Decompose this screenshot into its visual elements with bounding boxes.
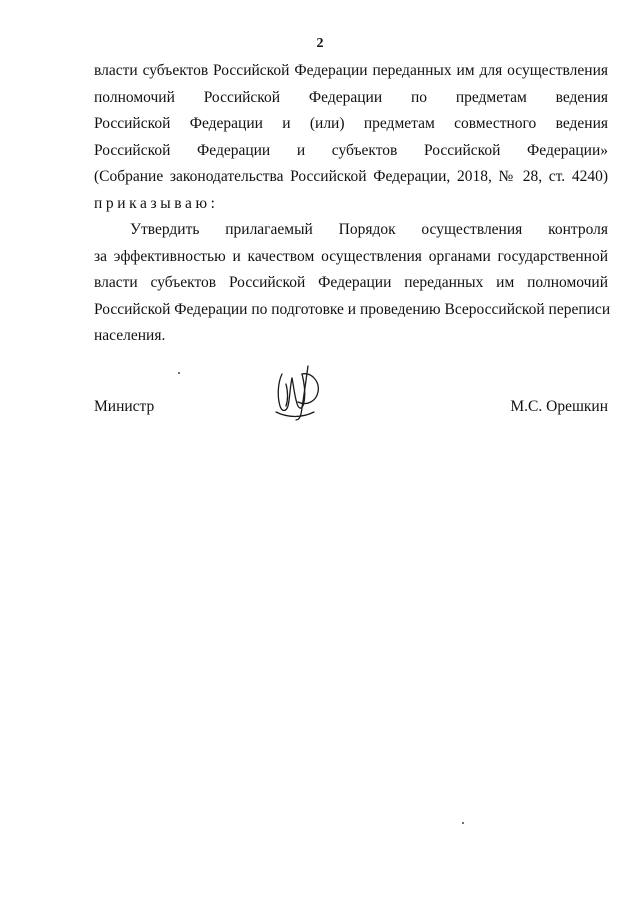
signer-title: Министр [94, 398, 155, 415]
handwritten-signature [268, 362, 328, 424]
paragraph-line: за эффективностью и качеством осуществления органами государственной [94, 247, 608, 265]
paragraph-line: населения. [94, 327, 166, 344]
paragraph-line: власти субъектов Российской Федерации переданных им полномочий [94, 274, 608, 291]
body-line: Российской Федерации и субъектов Российской Федерации» [94, 141, 608, 159]
paragraph-line: Утвердить прилагаемый Порядок осуществления контроля [130, 221, 608, 238]
document-body [94, 58, 611, 350]
order-word: приказываю: [94, 194, 219, 212]
paragraph-line: Российской Федерации по подготовке и проведению Всероссийской переписи [94, 300, 611, 318]
scan-speck [462, 822, 464, 824]
scan-speck [178, 372, 180, 374]
body-line: полномочий Российской Федерации по предметам ведения [94, 88, 608, 106]
body-line: Российской Федерации и (или) предметам совместного ведения [94, 115, 608, 132]
body-line: власти субъектов Российской Федерации переданных им для осуществления [94, 62, 608, 79]
body-line: (Собрание законодательства Российской Федерации, 2018, № 28, ст. 4240) [94, 168, 608, 185]
signer-name: М.С. Орешкин [510, 398, 608, 415]
page-number: 2 [316, 36, 324, 51]
